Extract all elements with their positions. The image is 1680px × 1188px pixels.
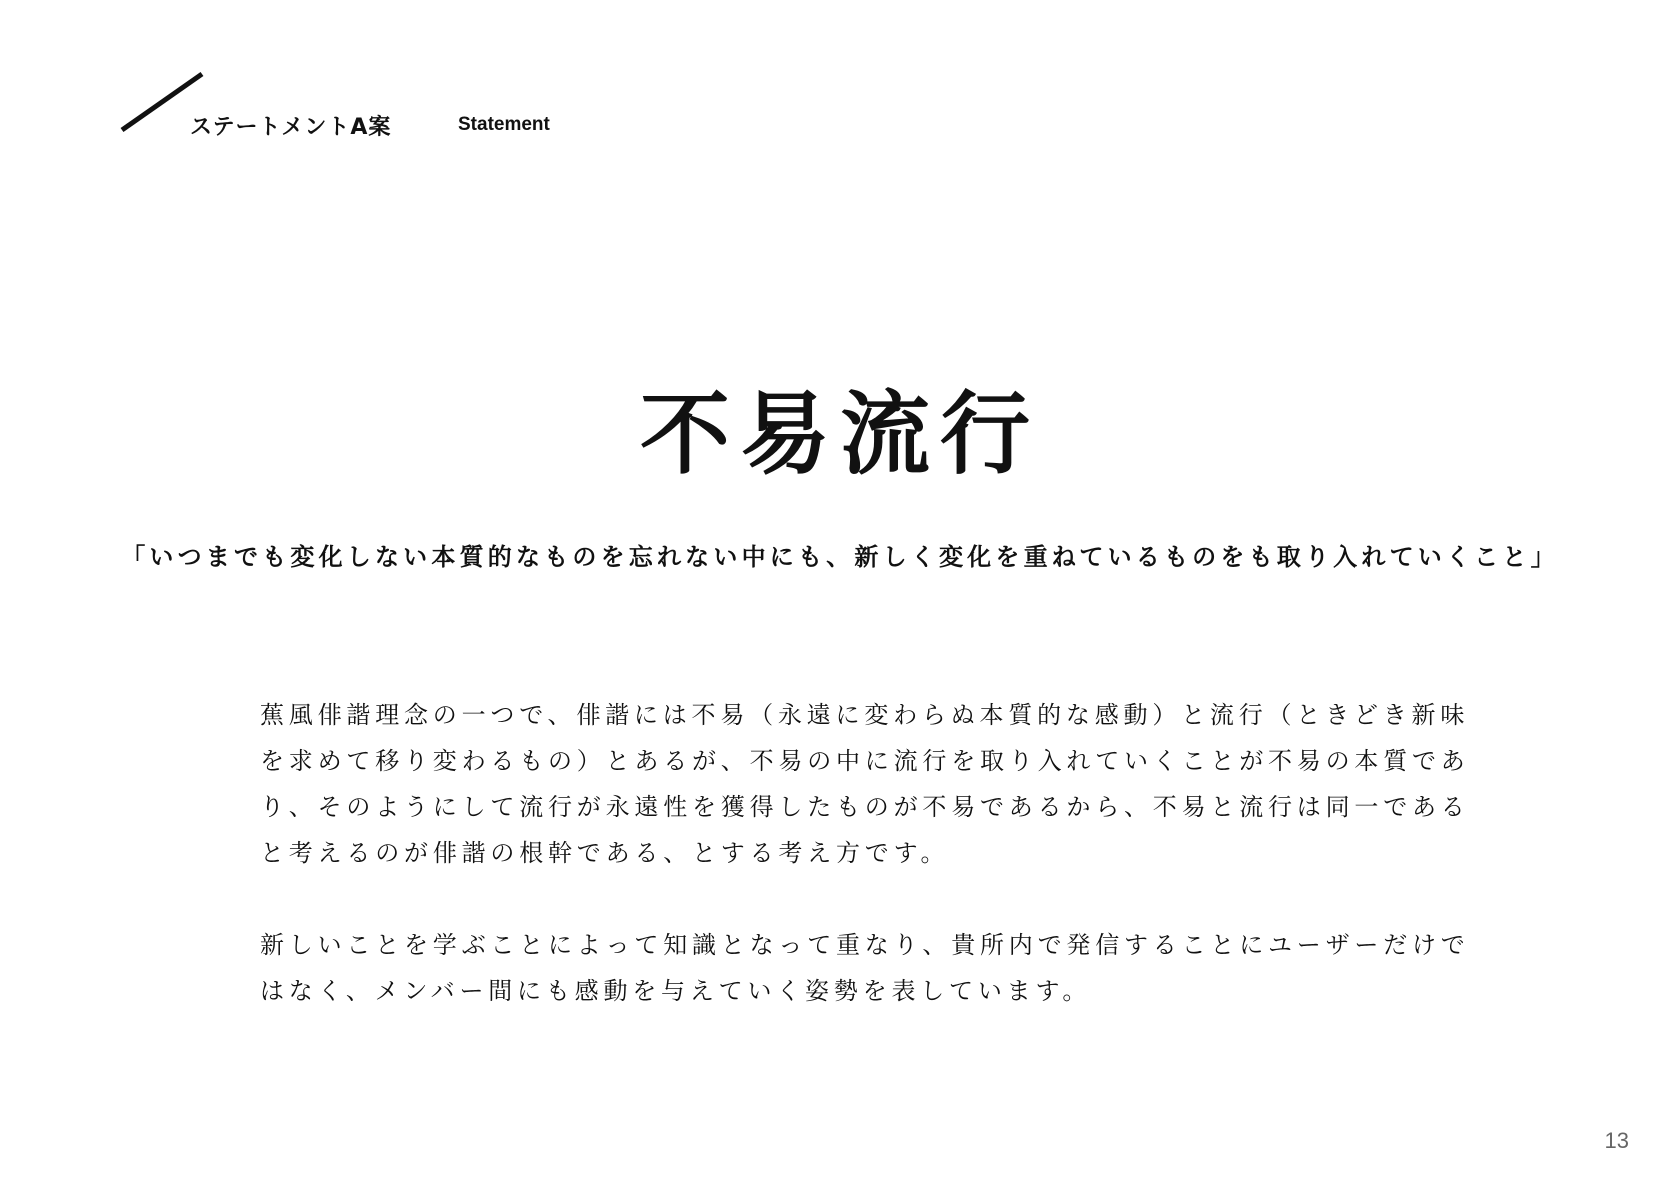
- section-title: ステートメントA案: [190, 115, 392, 140]
- body-line: はなく、メンバー間にも感動を与えていく姿勢を表しています。: [260, 977, 1092, 1005]
- body-paragraph-2: [260, 922, 1470, 1014]
- section-subtitle: Statement: [458, 114, 550, 135]
- body-line: を求めて移り変わるもの）とあるが、不易の中に流行を取り入れていくことが不易の本質であ: [260, 747, 1470, 775]
- main-title: 不易流行: [640, 382, 1040, 487]
- body-line: 蕉風俳諧理念の一つで、俳諧には不易（永遠に変わらぬ本質的な感動）と流行（ときどき新味: [260, 701, 1470, 729]
- tagline: 「いつまでも変化しない本質的なものを忘れない中にも、新しく変化を重ねているものをも取り入れていくこと」: [121, 542, 1559, 571]
- body-line: り、そのようにして流行が永遠性を獲得したものが不易であるから、不易と流行は同一である: [260, 793, 1470, 821]
- body-paragraph-1: [260, 692, 1470, 876]
- page-number: 13: [1604, 1128, 1629, 1153]
- body-line: 新しいことを学ぶことによって知識となって重なり、貴所内で発信することにユーザーだけで: [260, 931, 1470, 959]
- body-line: と考えるのが俳諧の根幹である、とする考え方です。: [260, 839, 950, 867]
